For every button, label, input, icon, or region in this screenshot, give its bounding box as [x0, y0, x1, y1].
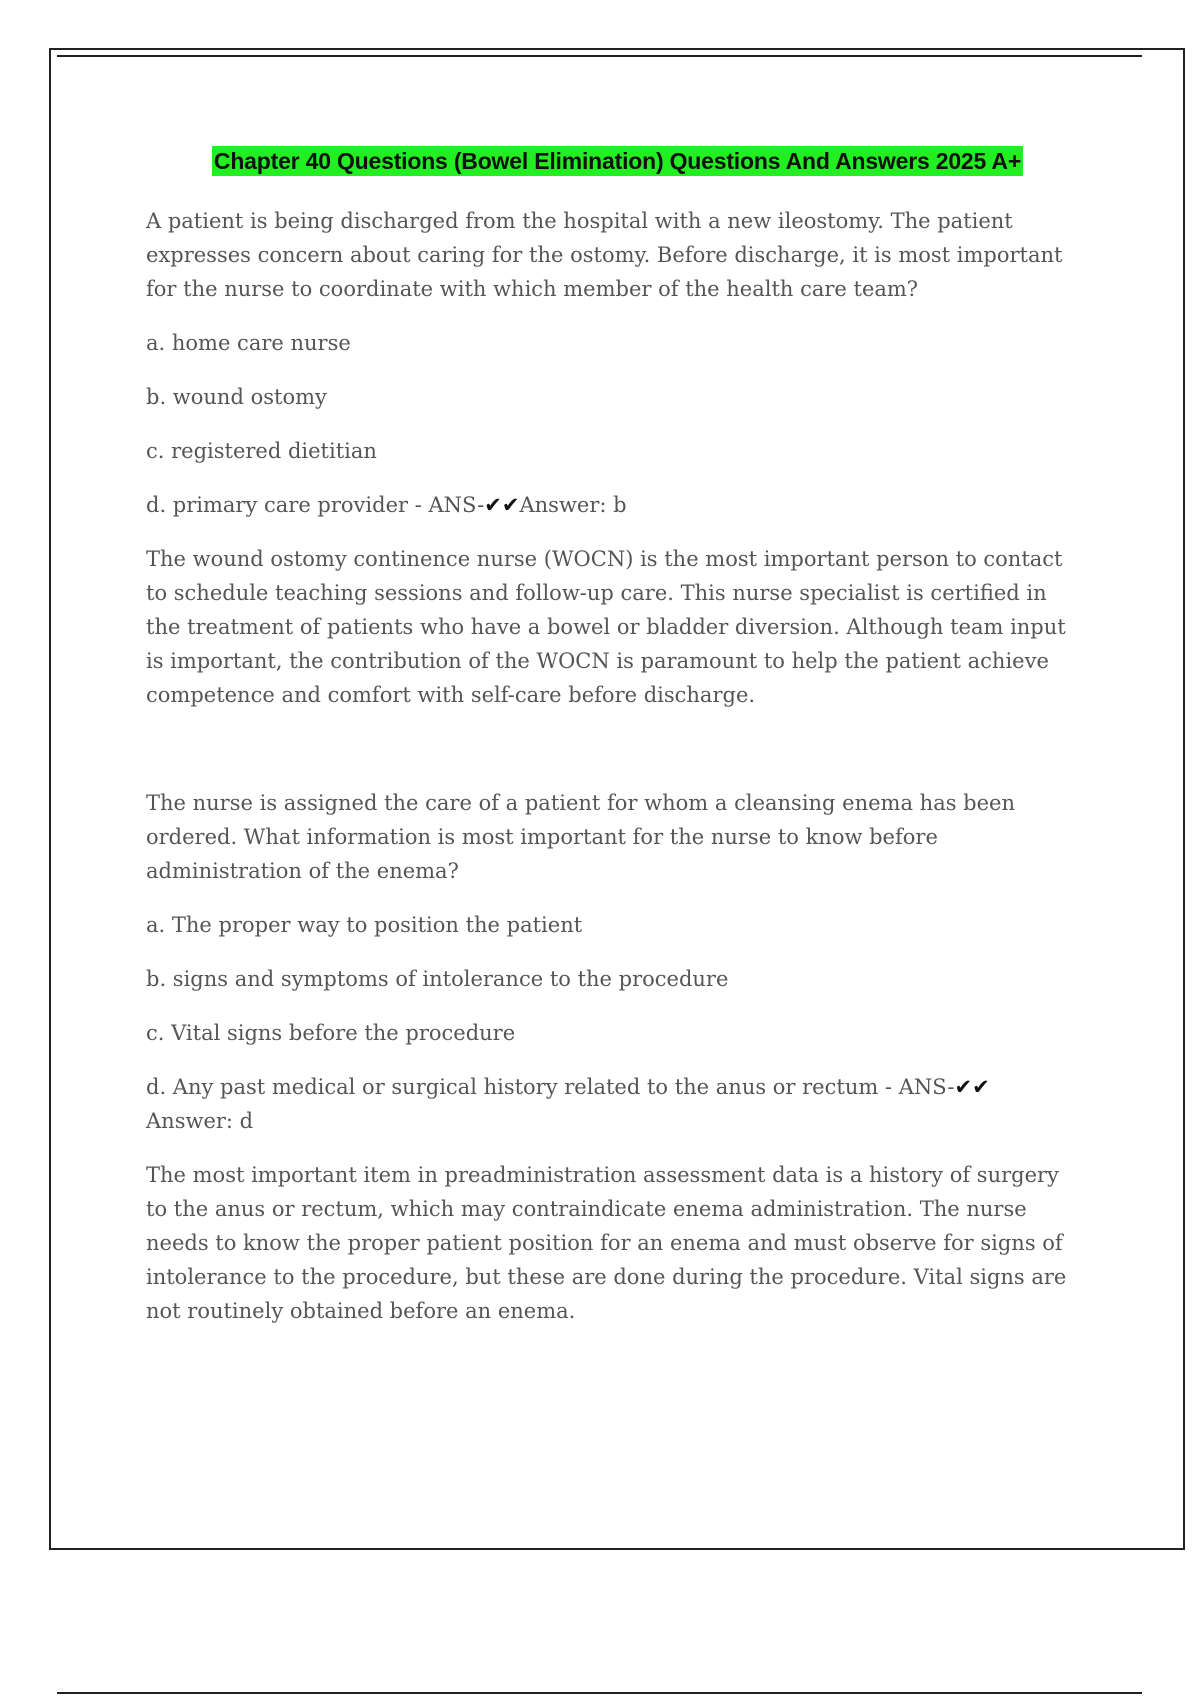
check-mark-icon: ✔✔ — [954, 1075, 990, 1099]
question-stem: The nurse is assigned the care of a patient for whom a cleansing enema has been ordered. What information is most important for the nurse to know before administration of the enema? — [146, 791, 1015, 883]
answer-key: Answer: b — [519, 493, 627, 517]
answer-option-last — [146, 488, 1086, 522]
top-rule — [57, 55, 1142, 57]
question-block — [146, 204, 1086, 712]
answer-option: c. Vital signs before the procedure — [146, 1021, 516, 1045]
section-gap — [146, 732, 1086, 786]
rationale: The most important item in preadministration assessment data is a history of surgery to the anus or rectum, which may contraindicate enema administration. The nurse needs to know the proper patient position for an enema and must observe for signs of intolerance to the procedure, but these are done during the procedure. Vital signs are not routinely obtained before an enema. — [146, 1163, 1067, 1323]
title-container — [0, 146, 1200, 176]
rationale: The wound ostomy continence nurse (WOCN) is the most important person to contact to schedule teaching sessions and follow-up care. This nurse specialist is certified in the treatment of patients who have a bowel or bladder diversion. Although team input is important, the contribution of the WOCN is paramount to help the patient achieve competence and comfort with self-care before discharge. — [146, 547, 1066, 707]
answer-option-text: d. primary care provider - ANS- — [146, 493, 485, 517]
answer-option-text: d. Any past medical or surgical history related to the anus or rectum - ANS- — [146, 1075, 955, 1099]
bottom-rule — [57, 1692, 1142, 1694]
answer-option: c. registered dietitian — [146, 439, 377, 463]
document-body — [146, 204, 1086, 1348]
question-block — [146, 786, 1086, 1328]
answer-option: a. The proper way to position the patient — [146, 913, 583, 937]
answer-option: a. home care nurse — [146, 331, 351, 355]
answer-key: Answer: d — [146, 1109, 254, 1133]
question-stem: A patient is being discharged from the hospital with a new ileostomy. The patient expresses concern about caring for the ostomy. Before discharge, it is most important for the nurse to coordinate with which member of the health care team? — [146, 209, 1063, 301]
answer-option: b. signs and symptoms of intolerance to the procedure — [146, 967, 729, 991]
answer-option: b. wound ostomy — [146, 385, 327, 409]
answer-option-last — [146, 1070, 1086, 1138]
check-mark-icon: ✔✔ — [484, 493, 520, 517]
document-title: Chapter 40 Questions (Bowel Elimination) Questions And Answers 2025 A+ — [213, 148, 1022, 174]
